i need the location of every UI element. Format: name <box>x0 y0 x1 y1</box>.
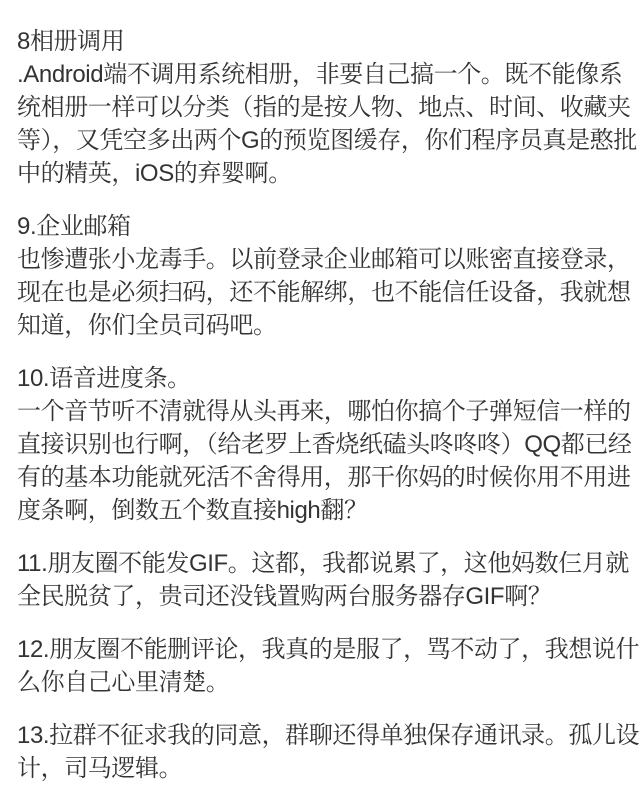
text-line: 也惨遭张小龙毒手。以前登录企业邮箱可以账密直接登录， <box>17 246 631 273</box>
text-line: 11.朋友圈不能发GIF。这都，我都说累了，这他妈数仨月就 <box>17 550 629 577</box>
text-line: 13.拉群不征求我的同意，群聊还得单独保存通讯录。孤儿设 <box>17 722 640 749</box>
text-line: 现在也是必须扫码，还不能解绑，也不能信任设备，我就想 <box>17 279 631 306</box>
text-line: 知道，你们全员司码吧。 <box>17 312 277 339</box>
text-line: 计，司马逻辑。 <box>17 755 183 782</box>
text-line: 等），又凭空多出两个G的预览图缓存，你们程序员真是憨批 <box>17 127 637 154</box>
section-heading: 8相册调用 <box>17 28 125 55</box>
section-heading: 10.语音进度条。 <box>17 365 191 392</box>
section-10-voice <box>17 362 642 527</box>
section-9-email <box>17 210 642 342</box>
text-line: 中的精英，iOS的弃婴啊。 <box>17 160 292 187</box>
text-line: 12.朋友圈不能删评论，我真的是服了，骂不动了，我想说什 <box>17 636 640 663</box>
section-13-groups <box>17 719 642 785</box>
text-line: 一个音节听不清就得从头再来，哪怕你搞个子弹短信一样的 <box>17 398 631 425</box>
text-line: 全民脱贫了，贵司还没钱置购两台服务器存GIF啊？ <box>17 583 552 610</box>
section-11-gif <box>17 547 642 613</box>
text-line: 直接识别也行啊，（给老罗上香烧纸磕头咚咚咚）QQ都已经 <box>17 431 632 458</box>
section-heading: 9.企业邮箱 <box>17 213 131 240</box>
text-line: .Android端不调用系统相册，非要自己搞一个。既不能像系 <box>17 61 623 88</box>
text-line: 统相册一样可以分类（指的是按人物、地点、时间、收藏夹 <box>17 94 631 121</box>
text-line: 有的基本功能就死活不舍得用，那干你妈的时候你用不用进 <box>17 464 631 491</box>
section-8-album <box>17 25 642 190</box>
text-line: 度条啊，倒数五个数直接high翻？ <box>17 497 368 524</box>
text-line: 么你自己心里清楚。 <box>17 669 230 696</box>
section-12-comments <box>17 633 642 699</box>
